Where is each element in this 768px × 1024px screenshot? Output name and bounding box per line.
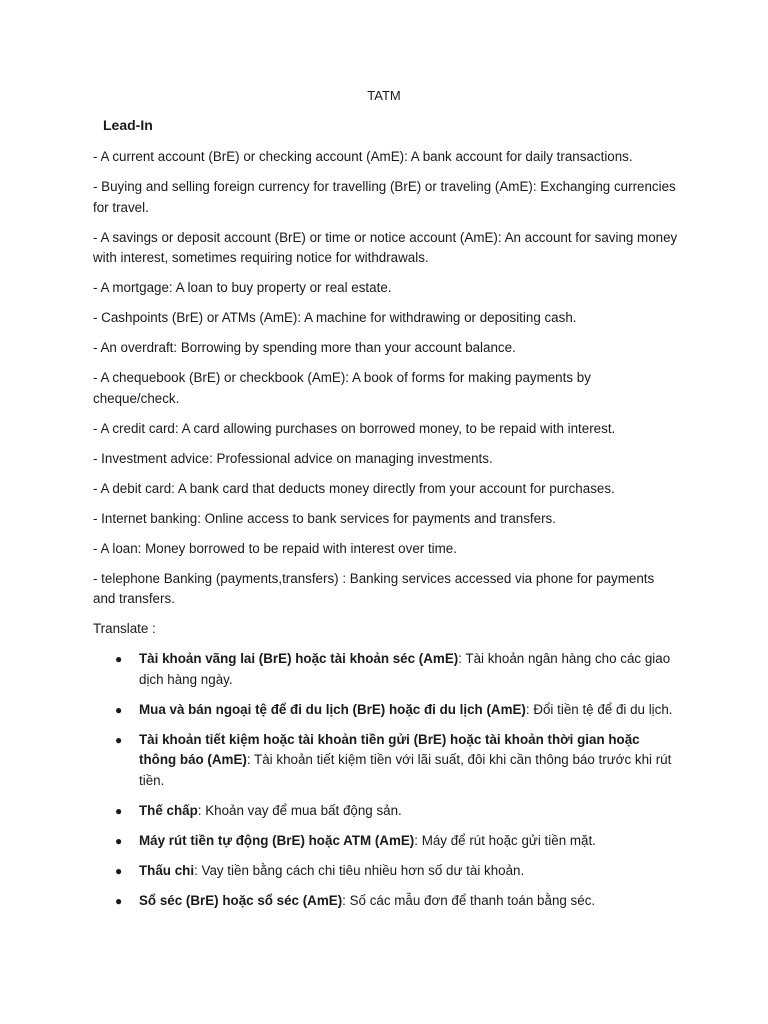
translation-meaning: : Tài khoản ngân hàng cho các giao dịch hàng ngày. bbox=[139, 651, 671, 687]
translation-meaning: : Máy để rút hoặc gửi tiền mặt. bbox=[414, 832, 596, 848]
translate-label: Translate : bbox=[93, 621, 156, 636]
bullet-icon: ● bbox=[115, 833, 123, 848]
translation-term: Máy rút tiền tự động (BrE) hoặc ATM (AmE) bbox=[139, 832, 415, 848]
bullet-icon: ● bbox=[115, 863, 123, 878]
translation-meaning: : Vay tiền bằng cách chi tiêu nhiều hơn số dư tài khoản. bbox=[194, 862, 525, 878]
bullet-icon: ● bbox=[115, 652, 123, 666]
translation-term: Sổ séc (BrE) hoặc sổ séc (AmE) bbox=[139, 892, 343, 908]
translation-meaning: : Số các mẫu đơn để thanh toán bằng séc. bbox=[342, 892, 596, 908]
bullet-icon: ● bbox=[115, 732, 123, 747]
translation-item bbox=[93, 861, 678, 882]
definition-item: - Investment advice: Professional advice on managing investments. bbox=[93, 450, 493, 466]
bullet-icon: ● bbox=[115, 893, 123, 908]
definition-item: - A current account (BrE) or checking account (AmE): A bank account for daily transactions. bbox=[93, 149, 633, 164]
translation-term: Mua và bán ngoại tệ để đi du lịch (BrE) hoặc đi du lịch (AmE) bbox=[139, 701, 526, 717]
translation-list bbox=[93, 649, 678, 911]
bullet-icon: ● bbox=[115, 702, 123, 717]
translation-meaning: : Đổi tiền tệ để đi du lịch. bbox=[525, 701, 673, 717]
translation-term: Thấu chi bbox=[139, 862, 195, 878]
translation-meaning: : Tài khoản tiết kiệm tiền với lãi suất, đôi khi cần thông báo trước khi rút tiền. bbox=[139, 752, 672, 788]
translation-item bbox=[93, 891, 678, 912]
definition-item: - telephone Banking (payments,transfers) : Banking services accessed via phone for payments and transfers. bbox=[93, 570, 655, 606]
translation-item bbox=[93, 649, 678, 690]
translation-item bbox=[93, 831, 678, 852]
definition-item: - Buying and selling foreign currency for travelling (BrE) or traveling (AmE): Exchanging currencies for travel. bbox=[93, 179, 676, 215]
document-title: TATM bbox=[367, 88, 401, 103]
translation-item bbox=[93, 730, 678, 792]
translation-term: Tài khoản vãng lai (BrE) hoặc tài khoản séc (AmE) bbox=[139, 651, 459, 666]
definition-item: - Internet banking: Online access to bank services for payments and transfers. bbox=[93, 510, 556, 526]
definition-item: - A credit card: A card allowing purchases on borrowed money, to be repaid with interest. bbox=[93, 420, 616, 436]
bullet-icon: ● bbox=[115, 803, 123, 818]
definition-item: - Cashpoints (BrE) or ATMs (AmE): A machine for withdrawing or depositing cash. bbox=[93, 310, 577, 325]
definition-item: - A savings or deposit account (BrE) or time or notice account (AmE): An account for saving money with interest, sometimes requiring notice for withdrawals. bbox=[93, 229, 678, 265]
lead-in-heading: Lead-In bbox=[103, 117, 153, 133]
translation-item bbox=[93, 801, 678, 822]
document-body bbox=[93, 147, 678, 921]
translation-meaning: : Khoản vay để mua bất động sản. bbox=[197, 802, 402, 818]
definition-item: - A loan: Money borrowed to be repaid with interest over time. bbox=[93, 540, 457, 556]
definition-item: - A debit card: A bank card that deducts money directly from your account for purchases. bbox=[93, 480, 615, 496]
translation-term: Tài khoản tiết kiệm hoặc tài khoản tiền gửi (BrE) hoặc tài khoản thời gian hoặc thông báo (AmE) bbox=[139, 731, 640, 767]
definition-item: - A mortgage: A loan to buy property or real estate. bbox=[93, 280, 392, 295]
definition-item: - An overdraft: Borrowing by spending more than your account balance. bbox=[93, 340, 516, 355]
definition-item: - A chequebook (BrE) or checkbook (AmE): A book of forms for making payments by cheque/check. bbox=[93, 370, 591, 406]
translation-term: Thế chấp bbox=[139, 802, 198, 818]
translation-item bbox=[93, 700, 678, 721]
